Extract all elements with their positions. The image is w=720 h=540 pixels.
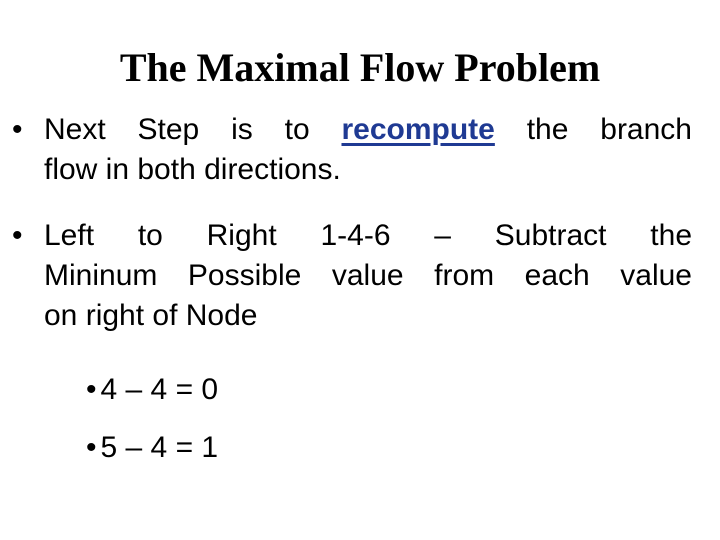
sub-bullet-glyph: • bbox=[86, 431, 97, 464]
bullet-glyph: • bbox=[12, 219, 23, 252]
bullet-2-line-2: Mininum Possible value from each value bbox=[44, 259, 692, 292]
bullet-1-line-1 bbox=[44, 110, 692, 150]
sub-bullet-1 bbox=[86, 370, 218, 410]
sub-bullet-2 bbox=[86, 428, 218, 468]
sub-bullet-text-2: 5 – 4 = 1 bbox=[100, 431, 219, 464]
bullet-2-line-3: on right of Node bbox=[44, 299, 258, 332]
recompute-emphasis: recompute bbox=[341, 113, 495, 146]
bullet-item-1 bbox=[12, 110, 692, 190]
bullet-2-line-1: Left to Right 1-4-6 – Subtract the bbox=[44, 219, 692, 252]
sub-bullet-text-1: 4 – 4 = 0 bbox=[100, 373, 219, 406]
bullet-text-1 bbox=[44, 110, 692, 190]
bullet-glyph: • bbox=[12, 113, 23, 146]
bullet-item-2 bbox=[12, 216, 692, 336]
slide-title: The Maximal Flow Problem bbox=[119, 45, 601, 90]
bullet-text-2 bbox=[44, 216, 692, 336]
sub-bullet-glyph: • bbox=[86, 373, 97, 406]
bullet-1-after: the branch bbox=[494, 113, 692, 146]
bullet-1-before: Next Step is to bbox=[44, 113, 342, 146]
bullet-1-line-2: flow in both directions. bbox=[44, 153, 341, 186]
